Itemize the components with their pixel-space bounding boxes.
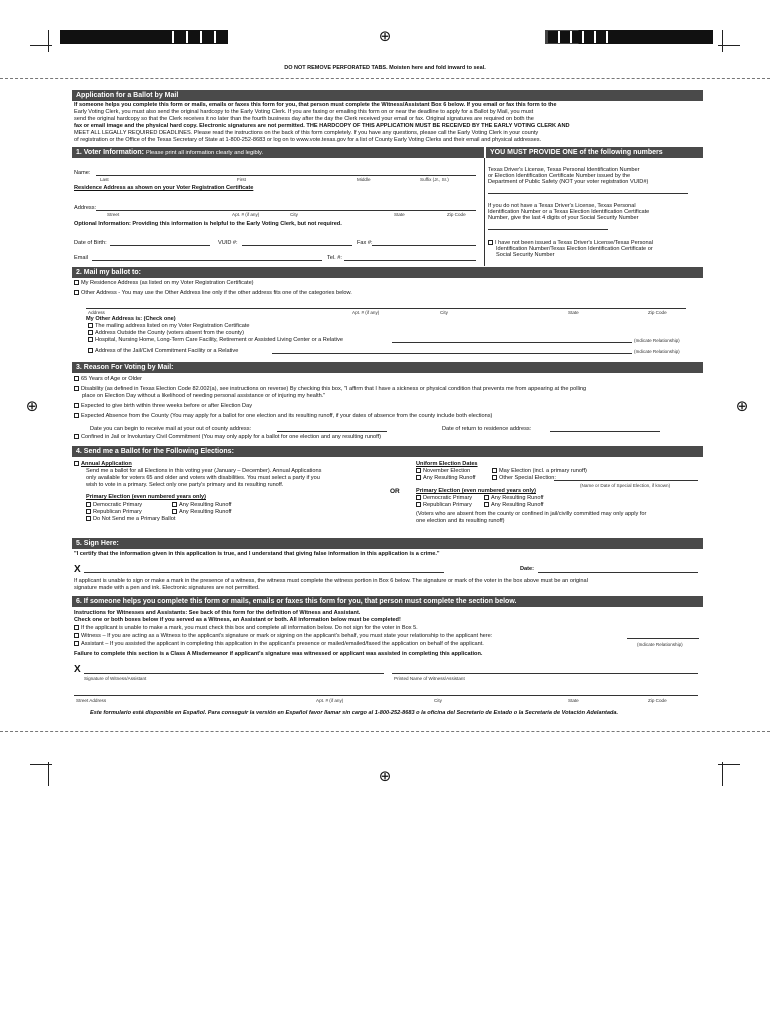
header-intro-3: send the original hardcopy so that the Clerk receives it no later than the fourth business day after the day the Clerk received your email or fax. Original signatures are required on both the: [74, 116, 534, 122]
dem2-label: Democratic Primary: [423, 495, 473, 501]
witness-zip-caption: Zip Code: [648, 698, 667, 703]
reason-jail[interactable]: [74, 434, 381, 441]
other-opt-3-relationship[interactable]: [392, 337, 632, 343]
absence-return-label: Date of return to residence address:: [442, 426, 532, 432]
registration-bar-left-segments: [160, 31, 226, 43]
mail-residence-checkbox[interactable]: [74, 280, 79, 285]
reason-birth-checkbox[interactable]: [74, 403, 79, 408]
section1-title: 1. Voter Information:: [76, 149, 144, 156]
other-opt-4-rel-caption: (Indicate Relationship): [634, 349, 680, 354]
registration-target-bottom-icon: ⊕: [378, 767, 392, 785]
witness-address-field[interactable]: [74, 690, 698, 696]
id-line-8: Identification Number/Texas Election Identification Certificate or: [496, 246, 653, 252]
certify-text: "I certify that the information given in this application is true, and I understand that giving false information in this application is a crime.": [74, 551, 440, 557]
rep-runoff[interactable]: [172, 509, 231, 516]
email-field[interactable]: [92, 255, 322, 261]
spanish-notice: Este formulario está disponible en Español. Para conseguir la versión en Español favor llamar sin cargo al 1-800-252-8683 o la oficina del Secretario de Estado o la Secretaría de Votación Adelantada.: [90, 710, 619, 716]
jail-note-2: one election and its resulting runoff): [416, 518, 505, 524]
witness-state-caption: State: [568, 698, 579, 703]
witness-relationship-field[interactable]: [627, 633, 699, 639]
rep-primary-label: Republican Primary: [93, 509, 142, 515]
reason-jail-checkbox[interactable]: [74, 434, 79, 439]
city-caption: City: [290, 212, 298, 217]
date-label: Date:: [520, 566, 534, 572]
id-line-9: Social Security Number: [496, 252, 555, 258]
crop-mark-br-v: [722, 762, 723, 786]
signature-x: X: [74, 564, 81, 575]
witness-city-caption: City: [434, 698, 442, 703]
mail-other-checkbox[interactable]: [74, 290, 79, 295]
header-intro-4: fax or email image and the physical hard copy. Electronic signatures are not permitted. THE HARDCOPY OF THIS APPLICATION MUST BE RECEIVED BY THE EARLY VOTING CLERK AND: [74, 123, 570, 129]
dem-primary-label: Democratic Primary: [93, 502, 143, 508]
uniform-label: Uniform Election Dates: [416, 461, 478, 467]
fax-label: Fax #:: [357, 240, 373, 246]
witness-c1-checkbox[interactable]: [74, 625, 79, 630]
section1-subtitle: Please print all information clearly and legibly.: [145, 150, 264, 156]
optional-info: Optional Information: Providing this information is helpful to the Early Voting Clerk, but not required.: [74, 221, 342, 227]
witness-c2-label: Witness – If you are acting as a Witness to the applicant's signature or mark or signing on the applicant's behalf, you must state your relationship to the applicant here:: [81, 633, 493, 639]
other-opt-3-rel-caption: (Indicate Relationship): [634, 338, 680, 343]
witness-c3[interactable]: [74, 641, 484, 648]
section5-title: 5. Sign Here:: [72, 538, 703, 549]
registration-target-right-icon: ⊕: [735, 397, 749, 415]
s2-city-caption: City: [440, 310, 448, 315]
rep-primary-checkbox[interactable]: [86, 509, 91, 514]
reason-disability-cont: place on Election Day without a likelihood of needing personal assistance or of injuring my health.": [82, 393, 326, 399]
witness-apt-caption: Apt. # (if any): [316, 698, 344, 703]
witness-instr-2: Check one or both boxes below if you served as a Witness, an Assistant or both. All information below must be completed!: [74, 617, 401, 623]
first-caption: First: [237, 177, 246, 182]
mail-residence-option[interactable]: [74, 280, 254, 287]
mail-residence-label: My Residence Address (as listed on my Voter Registration Certificate): [81, 280, 254, 286]
witness-c3-checkbox[interactable]: [74, 641, 79, 646]
name-field[interactable]: [96, 170, 476, 176]
other-opt-4-relationship[interactable]: [272, 348, 632, 354]
witness-printed-caption: Printed Name of Witness/Assistant: [394, 676, 465, 681]
registration-bar-right-segments: [548, 31, 608, 43]
fax-field[interactable]: [372, 240, 476, 246]
rep2-primary[interactable]: [416, 502, 472, 509]
middle-caption: Middle: [357, 177, 371, 182]
mail-other-label: Other Address - You may use the Other Address line only if the other address fits one of the categories below.: [81, 290, 352, 296]
rep-runoff-label: Any Resulting Runoff: [179, 509, 232, 515]
name-label: Name:: [74, 170, 91, 176]
witness-c2[interactable]: [74, 633, 492, 640]
special-election-field[interactable]: [554, 475, 698, 481]
annual-text-2: only available for voters 65 and older and voters with disabilities. You must select a party if you: [86, 475, 320, 481]
voter-signature-field[interactable]: [84, 566, 444, 573]
dob-field[interactable]: [110, 240, 210, 246]
other-opt-2-checkbox[interactable]: [88, 330, 93, 335]
reason-birth[interactable]: [74, 403, 252, 410]
id-line-5: Identification Number or a Texas Election Identification Certificate: [488, 209, 650, 215]
section3-title: 3. Reason For Voting by Mail:: [72, 362, 703, 373]
id-line-7: I have not been issued a Texas Driver's License/Texas Personal: [495, 240, 653, 246]
reason-birth-label: Expected to give birth within three weeks before or after Election Day: [81, 403, 253, 409]
s2-address-caption: Address: [88, 310, 105, 315]
any-runoff[interactable]: [416, 475, 475, 482]
email-label: Email: [74, 255, 88, 261]
reason-absence[interactable]: [74, 413, 492, 420]
other-address-field[interactable]: [86, 303, 686, 309]
reason-disability-label: Disability (as defined in Texas Election Code 82.002(a), see instructions on reverse) By checking this box, "I affirm that I have a sickness or physical condition that prevents me from appearing at the polling: [81, 386, 587, 392]
sign-note-2: signature made with a pen and ink. Electronic signatures are not permitted.: [74, 585, 260, 591]
dob-label: Date of Birth:: [74, 240, 107, 246]
other-opt-4[interactable]: [88, 348, 238, 355]
registration-target-icon: ⊕: [378, 27, 392, 45]
rep2-runoff-label: Any Resulting Runoff: [491, 502, 544, 508]
crop-mark-bl-v: [48, 762, 49, 786]
other-opt-1-checkbox[interactable]: [88, 323, 93, 328]
header-intro-1: If someone helps you complete this form or mails, emails or faxes this form for you, that person must complete the Witness/Assistant Box 6 below. If you email or fax this form to the: [74, 102, 557, 108]
no-primary[interactable]: [86, 516, 175, 523]
section1-right-title: YOU MUST PROVIDE ONE of the following numbers: [486, 147, 703, 158]
rep2-runoff-checkbox[interactable]: [484, 502, 489, 507]
witness-sig-caption: Signature of Witness/Assistant: [84, 676, 147, 681]
nov-label: November Election: [423, 468, 471, 474]
primary2-label: Primary Election (even numbered years only): [416, 488, 536, 494]
rep2-label: Republican Primary: [423, 502, 472, 508]
tel-field[interactable]: [344, 255, 476, 261]
top-notice: DO NOT REMOVE PERFORATED TABS. Moisten here and fold inward to seal.: [284, 65, 486, 71]
rep2-runoff[interactable]: [484, 502, 543, 509]
other-opt-2-label: Address Outside the County (voters absent from the county): [95, 330, 244, 336]
dem2-runoff-checkbox[interactable]: [484, 495, 489, 500]
no-primary-checkbox[interactable]: [86, 516, 91, 521]
sign-note-1: If applicant is unable to sign or make a mark in the presence of a witness, the witness must complete the witness portion in Box 6 below. The signature or mark of the voter in the box above must be an original: [74, 578, 588, 584]
reason-jail-label: Confined in Jail or Involuntary Civil Commitment (You may only apply for a ballot for one election and any resulting runoff): [81, 434, 382, 440]
annual-text-1: Send me a ballot for all Elections in this voting year (January – December). Annual Applications: [86, 468, 322, 474]
annual-label: Annual Application: [81, 461, 132, 467]
perforation-line-bottom: [0, 731, 770, 732]
witness-c3-rel: (Indicate Relationship): [637, 642, 683, 647]
ballot-by-mail-form: [72, 90, 703, 720]
witness-street-caption: Street Address: [76, 698, 107, 703]
witness-printed-name-field[interactable]: [392, 667, 698, 674]
section1-bar: [72, 147, 484, 158]
dem2-checkbox[interactable]: [416, 495, 421, 500]
zip-caption: Zip Code: [447, 212, 466, 217]
or-divider: OR: [390, 488, 400, 495]
reason-absence-label: Expected Absence from the County (You may apply for a ballot for one election and its resulting runoff, if your dates of absence from the county include both elections): [81, 413, 493, 419]
id-line-2: or Election Identification Certificate Number issued by the: [488, 173, 631, 179]
vuid-label: VUID #:: [218, 240, 238, 246]
no-id-checkbox[interactable]: [488, 240, 493, 245]
last-caption: Last: [100, 177, 109, 182]
reason-65-checkbox[interactable]: [74, 376, 79, 381]
ssn-field[interactable]: [488, 224, 608, 230]
section6-title: 6. If someone helps you complete this form or mails, emails or faxes this form for you, that person must complete the section below.: [72, 596, 703, 607]
address-label: Address:: [74, 205, 97, 211]
dl-number-field[interactable]: [488, 188, 688, 194]
other-opt-1-label: The mailing address listed on my Voter Registration Certificate: [95, 323, 250, 329]
other-opt-3-label: Hospital, Nursing Home, Long-Term Care Facility, Retirement or Assisted Living Center or a Relative: [95, 337, 343, 343]
rep2-checkbox[interactable]: [416, 502, 421, 507]
id-line-6: Number, give the last 4 digits of your Social Security Number: [488, 215, 639, 221]
residence-label: Residence Address as shown on your Voter Registration Certificate: [74, 185, 254, 191]
id-line-1: Texas Driver's License, Texas Personal Identification Number: [488, 167, 640, 173]
other-opt-4-label: Address of the Jail/Civil Commitment Facility or a Relative: [95, 348, 239, 354]
reason-disability-checkbox[interactable]: [74, 386, 79, 391]
annual-text-3: wish to vote in a primary. Select only one party's primary and its resulting runoff.: [86, 482, 284, 488]
special-label: Other Special Election:: [499, 475, 556, 481]
other-address-label: My Other Address is: (Check one): [86, 316, 176, 322]
witness-x: X: [74, 664, 81, 675]
reason-65[interactable]: [74, 376, 142, 383]
vuid-field[interactable]: [242, 240, 352, 246]
may-checkbox[interactable]: [492, 468, 497, 473]
address-field[interactable]: [96, 205, 476, 211]
header-intro-5: MEET ALL LEGALLY REQUIRED DEADLINES. Please read the instructions on the back of this form completely. If you have any questions, please call the Early Voting Clerk in your county: [74, 130, 539, 136]
apt-caption: Apt. # (if any): [232, 212, 260, 217]
annual-checkbox[interactable]: [74, 461, 79, 466]
jail-note-1: (Voters who are absent from the county or confined in jail/civilly committed may only apply for: [416, 511, 647, 517]
absence-start-label: Date you can begin to receive mail at your out of county address:: [90, 426, 252, 432]
crop-mark-bl-h: [30, 764, 52, 765]
witness-c1[interactable]: [74, 625, 418, 632]
other-opt-3-checkbox[interactable]: [88, 337, 93, 342]
special-checkbox[interactable]: [492, 475, 497, 480]
crop-mark-tr-v: [722, 30, 723, 52]
dem-primary-checkbox[interactable]: [86, 502, 91, 507]
reason-absence-checkbox[interactable]: [74, 413, 79, 418]
dem-runoff-label: Any Resulting Runoff: [179, 502, 232, 508]
tel-label: Tel. #:: [327, 255, 342, 261]
header-title: Application for a Ballot by Mail: [72, 90, 703, 101]
section2-title: 2. Mail my ballot to:: [72, 267, 703, 278]
witness-c3-label: Assistant – If you assisted the applicant in completing this application in the applicant's presence or mailed/emailed/faxed the application on behalf of the applicant.: [81, 641, 484, 647]
other-opt-3[interactable]: [88, 337, 343, 344]
street-caption: Street: [107, 212, 120, 217]
witness-signature-field[interactable]: [84, 667, 384, 674]
special-note: (Name or Date of Special Election, if known): [580, 483, 671, 488]
crop-mark-br-h: [718, 764, 740, 765]
perforation-line-top: [0, 78, 770, 79]
dem2-runoff-label: Any Resulting Runoff: [491, 495, 544, 501]
failure-text: Failure to complete this section is a Class A Misdemeanor if applicant's signature was witnessed or applicant was assisted in completing this application.: [74, 651, 483, 657]
absence-start-field[interactable]: [277, 426, 387, 432]
suffix-caption: Suffix (Jr., Sr.): [420, 177, 449, 182]
no-primary-label: Do Not Send me a Primary Ballot: [93, 516, 176, 522]
header-intro-2: Early Voting Clerk, you must also send the original hardcopy to the Early Voting Clerk. If you are faxing or emailing this form on or near the deadline to apply for a Ballot by Mail, you must: [74, 109, 534, 115]
other-opt-4-checkbox[interactable]: [88, 348, 93, 353]
mail-other-option[interactable]: [74, 290, 352, 297]
reason-65-label: 65 Years of Age or Older: [81, 376, 142, 382]
state-caption: State: [394, 212, 405, 217]
witness-c2-checkbox[interactable]: [74, 633, 79, 638]
s2-apt-caption: Apt. # (if any): [352, 310, 380, 315]
may-label: May Election (incl. a primary runoff): [499, 468, 587, 474]
absence-return-field[interactable]: [550, 426, 660, 432]
witness-c1-label: If the applicant is unable to make a mark, you must check this box and complete all information below. Do not sign for the voter in Box 5.: [81, 625, 418, 631]
special-election[interactable]: [492, 475, 556, 482]
any-runoff-label: Any Resulting Runoff: [423, 475, 476, 481]
id-line-3: Department of Public Safety (NOT your voter registration VUID#): [488, 179, 649, 185]
any-runoff-checkbox[interactable]: [416, 475, 421, 480]
registration-target-left-icon: ⊕: [25, 397, 39, 415]
witness-instr-1: Instructions for Witnesses and Assistants: See back of this form for the definition of Witness and Assistant.: [74, 610, 361, 616]
s2-zip-caption: Zip Code: [648, 310, 667, 315]
sign-date-field[interactable]: [538, 566, 698, 573]
nov-checkbox[interactable]: [416, 468, 421, 473]
header-intro-6: of registration or the Office of the Texas Secretary of State at 1-800-252-8683 or log on to www.vote.texas.gov for a list of County Early Voting Clerks and their email and physical addresses.: [74, 137, 542, 143]
s2-state-caption: State: [568, 310, 579, 315]
primary-label: Primary Election (even numbered years only): [86, 494, 206, 500]
section4-title: 4. Send me a Ballot for the Following Elections:: [72, 446, 703, 457]
crop-mark-tl-v: [48, 30, 49, 52]
dem-runoff-checkbox[interactable]: [172, 502, 177, 507]
id-line-4: If you do not have a Texas Driver's License, Texas Personal: [488, 203, 636, 209]
rep-runoff-checkbox[interactable]: [172, 509, 177, 514]
